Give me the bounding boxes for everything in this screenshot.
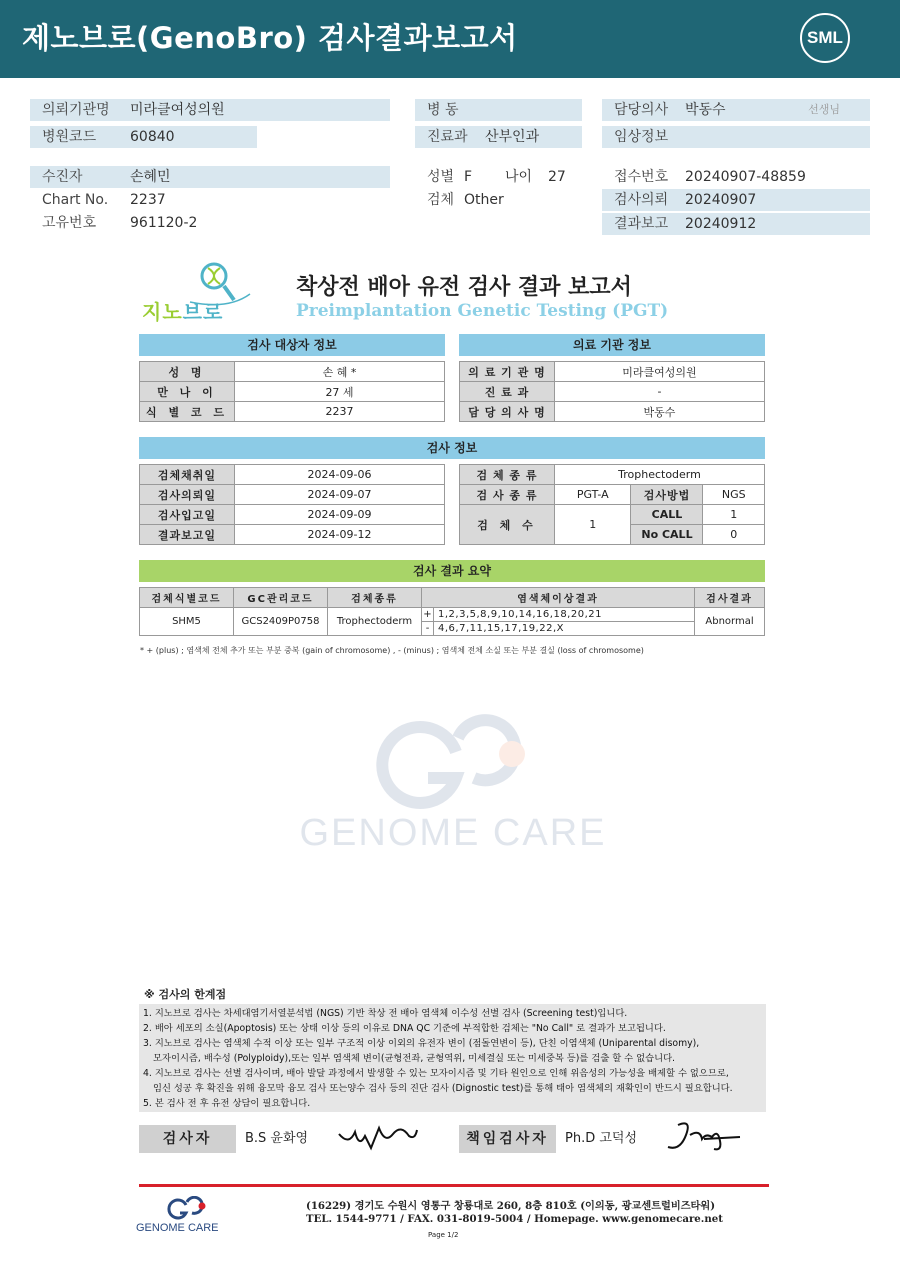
subject-name: 손 혜 *: [235, 362, 445, 382]
request-value: 20240907: [685, 192, 757, 208]
patient-field: 수진자 손혜민: [30, 166, 390, 188]
specimen-type: Trophectoderm: [555, 465, 765, 485]
request-date: 2024-09-07: [235, 485, 445, 505]
summary-type: Trophectoderm: [328, 608, 422, 636]
summary-plus: 1,2,3,5,8,9,10,14,16,18,20,21: [434, 608, 695, 622]
supervisor-name: Ph.D 고덕성: [565, 1131, 638, 1146]
patient-value: 손혜민: [130, 169, 171, 185]
summary-result: Abnormal: [695, 608, 765, 636]
specimen-field: 검체 Other: [415, 189, 595, 211]
receipt-value: 20240907-48859: [685, 169, 806, 185]
doctor-value: 박동수: [685, 102, 726, 118]
supervisor-signature: [660, 1115, 745, 1155]
institution-dept: -: [555, 382, 765, 402]
limitation-line: 모자이시즘, 배수성 (Polyploidy),또는 일부 염색체 변이(균형전좌, 균형역위, 미세결실 또는 미세중복 등)를 검출 할 수 없습니다.: [153, 1053, 675, 1064]
institution-header: 의료 기관 정보: [459, 334, 765, 356]
hospital-code-field: 병원코드 60840: [30, 126, 257, 148]
tester-name: B.S 윤화영: [245, 1131, 309, 1146]
test-dates-table: 검체채취일 2024-09-06 검사의뢰일 2024-09-07 검사입고일 2024-09-09 결과보고일 2024-09-12: [139, 464, 445, 545]
institution-table: 의 료 기 관 명 미라클여성의원 진 료 과 - 담 당 의 사 명 박동수: [459, 361, 765, 422]
doctor-field: 담당의사 박동수 선생님: [602, 99, 870, 121]
page-number: Page 1/2: [428, 1231, 459, 1239]
footer-address: (16229) 경기도 수원시 영통구 창룡대로 260, 8층 810호 (이의동, 광교센트럴비즈타워) TEL. 1544-9771 / FAX. 031-8019-5004 / Homepage. www.genomecare.net: [306, 1200, 723, 1225]
sex-value: F: [464, 169, 473, 185]
limitation-line: 1. 지노브로 검사는 차세대염기서열분석법 (NGS) 기반 착상 전 배아 염색체 이수성 선별 검사 (Screening test)입니다.: [143, 1008, 628, 1019]
nocall-count: 0: [703, 525, 765, 545]
specimen-count: 1: [555, 505, 631, 545]
department-value: 산부인과: [485, 129, 540, 145]
department-field: 진료과 산부인과: [415, 126, 582, 148]
request-field: 검사의뢰 20240907: [602, 189, 870, 211]
limitation-line: 2. 배아 세포의 소실(Apoptosis) 또는 상태 이상 등의 이유로 DNA QC 기준에 부적합한 검체는 "No Call" 로 결과가 보고됩니다.: [143, 1023, 666, 1034]
institution-field: 의뢰기관명 미라클여성의원: [30, 99, 390, 121]
subject-header: 검사 대상자 정보: [139, 334, 445, 356]
institution-name: 미라클여성의원: [555, 362, 765, 382]
call-count: 1: [703, 505, 765, 525]
tester-label: 검사자: [139, 1125, 236, 1153]
limitation-line: 3. 지노브로 검사는 염색체 수적 이상 또는 일부 구조적 이상 이외의 유전자 변이 (점돌연변이 등), 단친 이염색체 (Uniparental disomy),: [143, 1038, 700, 1049]
receipt-field: 접수번호 20240907-48859: [602, 166, 870, 188]
supervisor-label: 책임검사자: [459, 1125, 556, 1153]
limitations-title: ※ 검사의 한계점: [144, 988, 227, 1001]
genome-care-footer-icon: [162, 1196, 222, 1222]
summary-minus: 4,6,7,11,15,17,19,22,X: [434, 622, 695, 636]
ward-field: 병 동: [415, 99, 582, 121]
report-date-field: 결과보고 20240912: [602, 213, 870, 235]
subject-age: 27 세: [235, 382, 445, 402]
collect-date: 2024-09-06: [235, 465, 445, 485]
subject-id: 2237: [235, 402, 445, 422]
sml-logo: SML: [800, 13, 850, 63]
report-header: [0, 0, 900, 78]
test-specimen-table: 검 체 종 류 Trophectoderm 검 사 종 류 PGT-A 검사방법 NGS 검 체 수 1 CALL 1 No CALL 0: [459, 464, 765, 545]
summary-header: 검사 결과 요약: [139, 560, 765, 582]
genome-care-logo-icon: [278, 712, 628, 812]
unique-no-field: 고유번호 961120-2: [30, 212, 390, 234]
report-date: 2024-09-12: [235, 525, 445, 545]
limitations-box: [139, 1004, 766, 1112]
limitation-line: 4. 지노브로 검사는 선별 검사이며, 배아 발달 과정에서 발생할 수 있는 모자이시즘 및 기타 원인으로 인해 위음성의 가능성을 배제할 수 없으므로,: [143, 1068, 729, 1079]
chart-no-field: Chart No. 2237: [30, 189, 390, 211]
genome-care-watermark: GENOME CARE: [278, 712, 628, 862]
limitation-line: 임신 성공 후 확진을 위해 융모막 융모 검사 또는양수 검사 등의 진단 검사 (Dignostic test)를 통해 태아 염색체의 재확인이 반드시 필요합니다.: [153, 1083, 733, 1094]
clinical-field: 임상정보: [602, 126, 870, 148]
age-value: 27: [548, 169, 566, 185]
footer-divider: [139, 1184, 769, 1187]
header-title: 제노브로(GenoBro) 검사결과보고서: [22, 21, 518, 55]
limitation-line: 5. 본 검사 전 후 유전 상담이 필요합니다.: [143, 1098, 311, 1109]
tester-signature: [335, 1118, 420, 1156]
test-method: NGS: [703, 485, 765, 505]
hospital-code-value: 60840: [130, 129, 175, 145]
test-info-header: 검사 정보: [139, 437, 765, 459]
subject-table: 성 명 손 혜 * 만 나 이 27 세 식 별 코 드 2237: [139, 361, 445, 422]
chart-no-value: 2237: [130, 192, 166, 208]
report-title-ko: 착상전 배아 유전 검사 결과 보고서: [296, 275, 632, 300]
institution-value: 미라클여성의원: [130, 102, 225, 118]
specimen-value: Other: [464, 192, 504, 208]
summary-legend: * + (plus) ; 염색체 전체 추가 또는 부분 중복 (gain of chromosome) , - (minus) ; 염색체 전체 소실 또는 부분 결실 (loss of chromosome): [140, 646, 644, 655]
summary-table: 검체식별코드 GC관리코드 검체종류 염색체이상결과 검사결과 SHM5 GCS2409P0758 Trophectoderm + 1,2,3,5,8,9,10,14,16,18,20,21 Abnormal - 4,6,7,11,15,17,19,22,X: [139, 587, 765, 636]
summary-gc: GCS2409P0758: [234, 608, 328, 636]
institution-doctor: 박동수: [555, 402, 765, 422]
report-title-en: Preimplantation Genetic Testing (PGT): [296, 301, 669, 321]
unique-no-value: 961120-2: [130, 215, 198, 231]
genobro-logo: 지노브로: [138, 260, 268, 326]
receive-date: 2024-09-09: [235, 505, 445, 525]
summary-id: SHM5: [140, 608, 234, 636]
footer-logo: GENOME CARE: [136, 1196, 236, 1240]
sex-age-field: 성별 F 나이 27: [415, 166, 595, 188]
test-type: PGT-A: [555, 485, 631, 505]
report-date-value: 20240912: [685, 216, 757, 232]
